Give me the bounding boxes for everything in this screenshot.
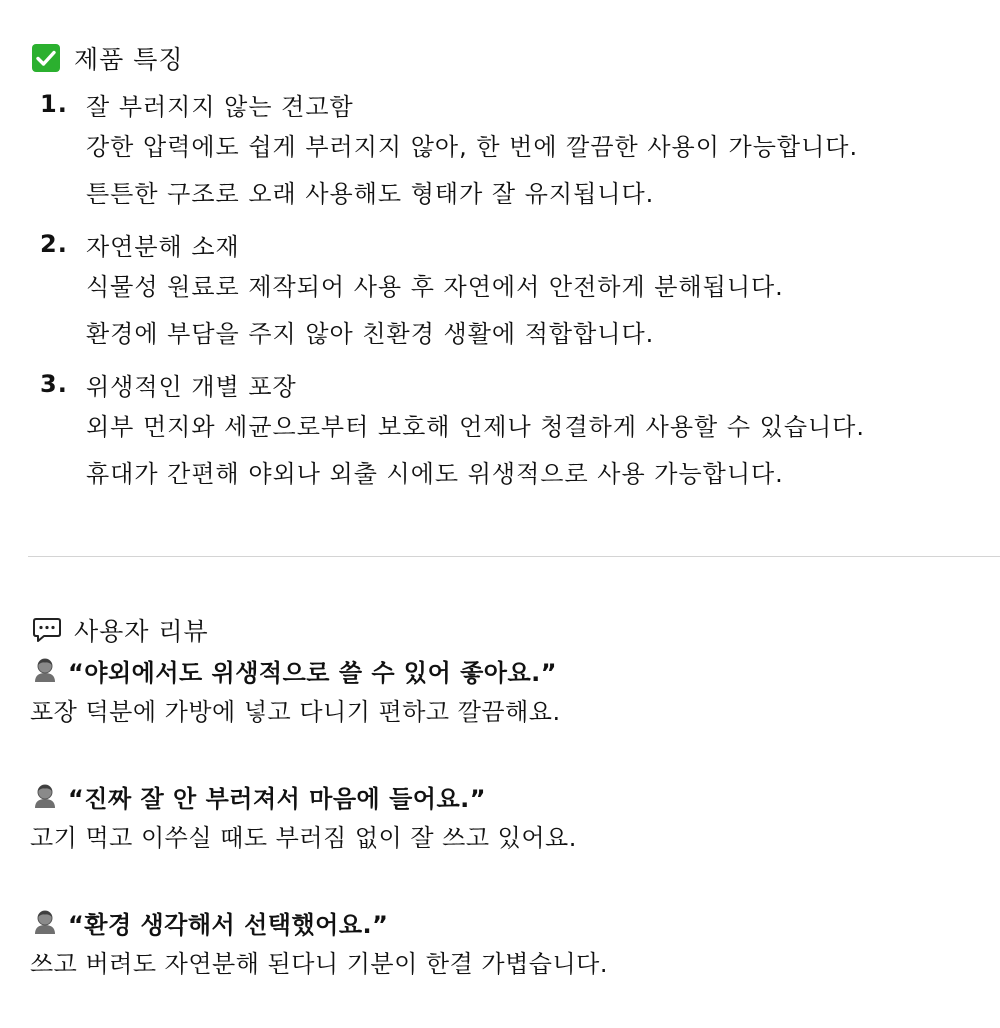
feature-description-line: 강한 압력에도 쉽게 부러지지 않아, 한 번에 깔끔한 사용이 가능합니다. (86, 133, 859, 161)
review-item (32, 650, 992, 734)
review-body: 쓰고 버려도 자연분해 된다니 기분이 한결 가볍습니다. (30, 950, 608, 978)
feature-description-line: 외부 먼지와 세균으로부터 보호해 언제나 청결하게 사용할 수 있습니다. (86, 413, 865, 441)
feature-item (32, 364, 992, 498)
person-icon (32, 783, 58, 809)
review-quote-row (32, 776, 992, 816)
feature-number: 3. (40, 370, 68, 398)
review-quote: “진짜 잘 안 부러져서 마음에 들어요.” (68, 784, 487, 813)
reviews-heading-label: 사용자 리뷰 (74, 617, 209, 646)
feature-description (86, 264, 992, 358)
review-body: 포장 덕분에 가방에 넣고 다니기 편하고 깔끔해요. (30, 698, 561, 726)
feature-title: 자연분해 소재 (86, 232, 240, 261)
features-heading-label: 제품 특징 (74, 45, 184, 74)
features-section (32, 38, 992, 498)
person-icon (32, 909, 58, 935)
review-quote: “환경 생각해서 선택했어요.” (68, 910, 389, 939)
feature-description-line: 식물성 원료로 제작되어 사용 후 자연에서 안전하게 분해됩니다. (86, 273, 784, 301)
speech-bubble-icon (32, 616, 62, 644)
review-item (32, 902, 992, 986)
feature-description (86, 124, 992, 218)
feature-title-row (32, 224, 992, 264)
feature-number: 2. (40, 230, 68, 258)
reviews-heading (32, 610, 992, 650)
person-icon (32, 657, 58, 683)
feature-description-line: 튼튼한 구조로 오래 사용해도 형태가 잘 유지됩니다. (86, 180, 655, 208)
feature-description-line: 환경에 부담을 주지 않아 친환경 생활에 적합합니다. (86, 320, 655, 348)
feature-item (32, 84, 992, 218)
feature-description-line: 휴대가 간편해 야외나 외출 시에도 위생적으로 사용 가능합니다. (86, 460, 784, 488)
feature-description (86, 404, 992, 498)
feature-title-row (32, 364, 992, 404)
review-quote-row (32, 902, 992, 942)
feature-number: 1. (40, 90, 68, 118)
feature-item (32, 224, 992, 358)
review-item (32, 776, 992, 860)
check-mark-icon (32, 44, 60, 72)
features-heading (32, 38, 992, 78)
feature-title-row (32, 84, 992, 124)
review-body: 고기 먹고 이쑤실 때도 부러짐 없이 잘 쓰고 있어요. (30, 824, 577, 852)
section-divider (28, 556, 1000, 557)
review-quote: “야외에서도 위생적으로 쓸 수 있어 좋아요.” (68, 658, 558, 687)
feature-title: 잘 부러지지 않는 견고함 (86, 92, 354, 121)
review-quote-row (32, 650, 992, 690)
reviews-section (32, 610, 992, 1028)
feature-title: 위생적인 개별 포장 (86, 372, 297, 401)
